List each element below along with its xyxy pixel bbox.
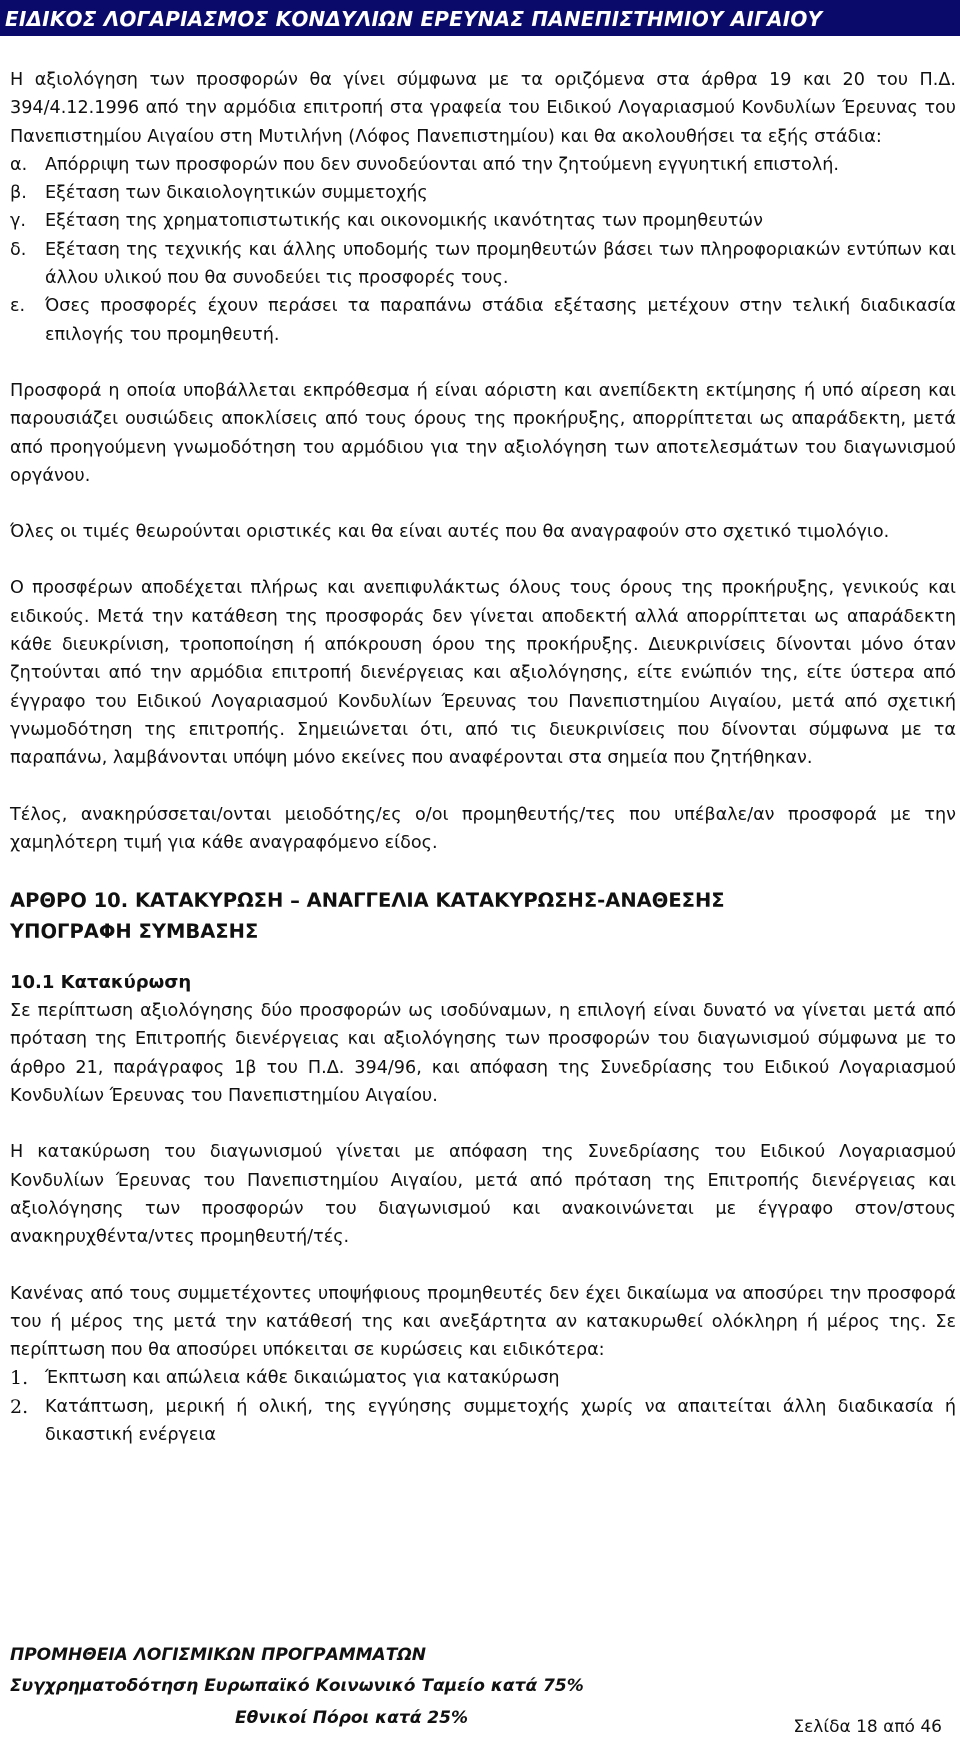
- document-body: [10, 66, 956, 1449]
- stage-label: β.: [10, 183, 27, 204]
- stage-label: δ.: [10, 239, 27, 260]
- stage-text: Όσες προσφορές έχουν περάσει τα παραπάνω στάδια εξέτασης μετέχουν στην τελική διαδικασία επιλογής του προμηθευτή.: [45, 296, 956, 345]
- article-heading: [10, 885, 956, 947]
- sanction-text: Έκπτωση και απώλεια κάθε δικαιώματος για κατακύρωση: [45, 1368, 560, 1389]
- stage-text: Εξέταση των δικαιολογητικών συμμετοχής: [45, 183, 428, 204]
- sanction-item: [10, 1364, 956, 1392]
- footer-national: Εθνικοί Πόροι κατά 25%: [235, 1708, 468, 1728]
- page-number: Σελίδα 18 από 46: [793, 1717, 942, 1737]
- paragraph-prices: Όλες οι τιμές θεωρούνται οριστικές και θα είναι αυτές που θα αναγραφούν στο σχετικό τιμολόγιο.: [10, 522, 890, 543]
- section-title: 10.1 Κατακύρωση: [10, 972, 192, 994]
- paragraph-award: Η κατακύρωση του διαγωνισμού γίνεται με απόφαση της Συνεδρίασης του Ειδικού Λογαριασμού Κονδυλίων Έρευνας του Πανεπιστημίου Αιγαίου, μετά από πρόταση της Επιτροπής διενέργειας και αξιολόγησης των προσφορών του διαγωνισμού και ανακοινώνεται με έγγραφο στον/στους ανακηρυχθέντα/ντες προμηθευτή/τές.: [10, 1142, 956, 1248]
- sanction-label: 1.: [10, 1367, 29, 1390]
- paragraph-rejection: Προσφορά η οποία υποβάλλεται εκπρόθεσμα ή είναι αόριστη και ανεπίδεκτη εκτίμησης ή υπό αίρεση και παρουσιάζει ουσιώδεις αποκλίσεις από τους όρους της προκήρυξης, απορρίπτεται ως απαράδεκτη, μετά από προηγούμενη γνωμοδότηση του αρμόδιου για την αξιολόγηση των αποτελεσμάτων του διαγωνισμού οργάνου.: [10, 380, 956, 486]
- footer-project: ΠΡΟΜΗΘΕΙΑ ΛΟΓΙΣΜΙΚΩΝ ΠΡΟΓΡΑΜΜΑΤΩΝ: [10, 1645, 426, 1665]
- paragraph-equivalent: Σε περίπτωση αξιολόγησης δύο προσφορών ως ισοδύναμων, η επιλογή είναι δυνατό να γίνεται μετά από πρόταση της Επιτροπής διενέργειας και αξιολόγησης των προσφορών του διαγωνισμού σύμφωνα με το άρθρο 21, παράγραφος 1β του Π.Δ. 394/96, και απόφαση της Συνεδρίασης του Ειδικού Λογαριασμού Κονδυλίων Έρευνας του Πανεπιστημίου Αιγαίου.: [10, 1001, 956, 1107]
- stage-item: [10, 236, 956, 293]
- stage-item: [10, 207, 956, 235]
- paragraph-winner: Τέλος, ανακηρύσσεται/ονται μειοδότης/ες ο/οι προμηθευτής/τες που υπέβαλε/αν προσφορά με την χαμηλότερη τιμή για κάθε αναγραφόμενο είδος.: [10, 804, 956, 853]
- sanction-label: 2.: [10, 1395, 29, 1418]
- stage-item: [10, 292, 956, 349]
- stage-item: [10, 179, 956, 207]
- article-heading-line2: ΥΠΟΓΡΑΦΗ ΣΥΜΒΑΣΗΣ: [10, 920, 259, 944]
- paragraph-withdrawal: Κανένας από τους συμμετέχοντες υποψήφιους προμηθευτές δεν έχει δικαίωμα να αποσύρει την προσφορά του ή μέρος της μετά την κατάθεσή της και ανεξάρτητα αν κατακυρωθεί ολόκληρη ή μέρος της. Σε περίπτωση που θα αποσύρει υπόκειται σε κυρώσεις και ειδικότερα:: [10, 1283, 956, 1361]
- stage-text: Εξέταση της τεχνικής και άλλης υποδομής των προμηθευτών βάσει των πληροφοριακών εντύπων και άλλου υλικού που θα συνοδεύει τις προσφορές τους.: [45, 239, 956, 289]
- stage-label: α.: [10, 154, 28, 175]
- document-header: ΕΙΔΙΚΟΣ ΛΟΓΑΡΙΑΣΜΟΣ ΚΟΝΔΥΛΙΩΝ ΕΡΕΥΝΑΣ ΠΑΝΕΠΙΣΤΗΜΙΟΥ ΑΙΓΑΙΟΥ: [0, 0, 960, 36]
- paragraph-acceptance: Ο προσφέρων αποδέχεται πλήρως και ανεπιφυλάκτως όλους τους όρους της προκήρυξης, γενικούς και ειδικούς. Μετά την κατάθεση της προσφοράς δεν γίνεται αποδεκτή αλλά απορρίπτεται ως απαράδεκτη κάθε διευκρίνιση, τροποποίηση ή απόκρουση όρου της προκήρυξης. Διευκρινίσεις δίνονται μόνο όταν ζητούνται από την αρμόδια επιτροπή διενέργειας και αξιολόγησης, είτε ενώπιόν της, είτε ύστερα από έγγραφο του Ειδικού Λογαριασμού Κονδυλίων Έρευνας του Πανεπιστημίου Αιγαίου, μετά από σχετική γνωμοδότηση της επιτροπής. Σημειώνεται ότι, από τις διευκρινίσεις που δίνονται σύμφωνα με τα παραπάνω, λαμβάνονται υπόψη μόνο εκείνες που αναφέρονται στα σημεία που ζητήθηκαν.: [10, 578, 956, 769]
- intro-paragraph: Η αξιολόγηση των προσφορών θα γίνει σύμφωνα με τα οριζόμενα στα άρθρα 19 και 20 του Π.Δ. 394/4.12.1996 από την αρμόδια επιτροπή στα γραφεία του Ειδικού Λογαριασμού Κονδυλίων Έρευνας του Πανεπιστημίου Αιγαίου στη Μυτιλήνη (Λόφος Πανεπιστημίου) και θα ακολουθήσει τα εξής στάδια:: [10, 70, 956, 147]
- stage-label: γ.: [10, 211, 27, 232]
- stage-item: [10, 151, 956, 179]
- footer-funding: Συγχρηματοδότηση Ευρωπαϊκό Κοινωνικό Ταμείο κατά 75%: [10, 1676, 584, 1696]
- stage-text: Απόρριψη των προσφορών που δεν συνοδεύονται από την ζητούμενη εγγυητική επιστολή.: [45, 154, 839, 175]
- stage-label: ε.: [10, 296, 26, 317]
- sanction-item: [10, 1393, 956, 1450]
- article-heading-line1: ΑΡΘΡΟ 10. ΚΑΤΑΚΥΡΩΣΗ – ΑΝΑΓΓΕΛΙΑ ΚΑΤΑΚΥΡΩΣΗΣ-ΑΝΑΘΕΣΗΣ: [10, 889, 725, 913]
- sanction-text: Κατάπτωση, μερική ή ολική, της εγγύησης συμμετοχής χωρίς να απαιτείται άλλη διαδικασία ή δικαστική ενέργεια: [45, 1396, 956, 1445]
- stage-text: Εξέταση της χρηματοπιστωτικής και οικονομικής ικανότητας των προμηθευτών: [45, 211, 763, 232]
